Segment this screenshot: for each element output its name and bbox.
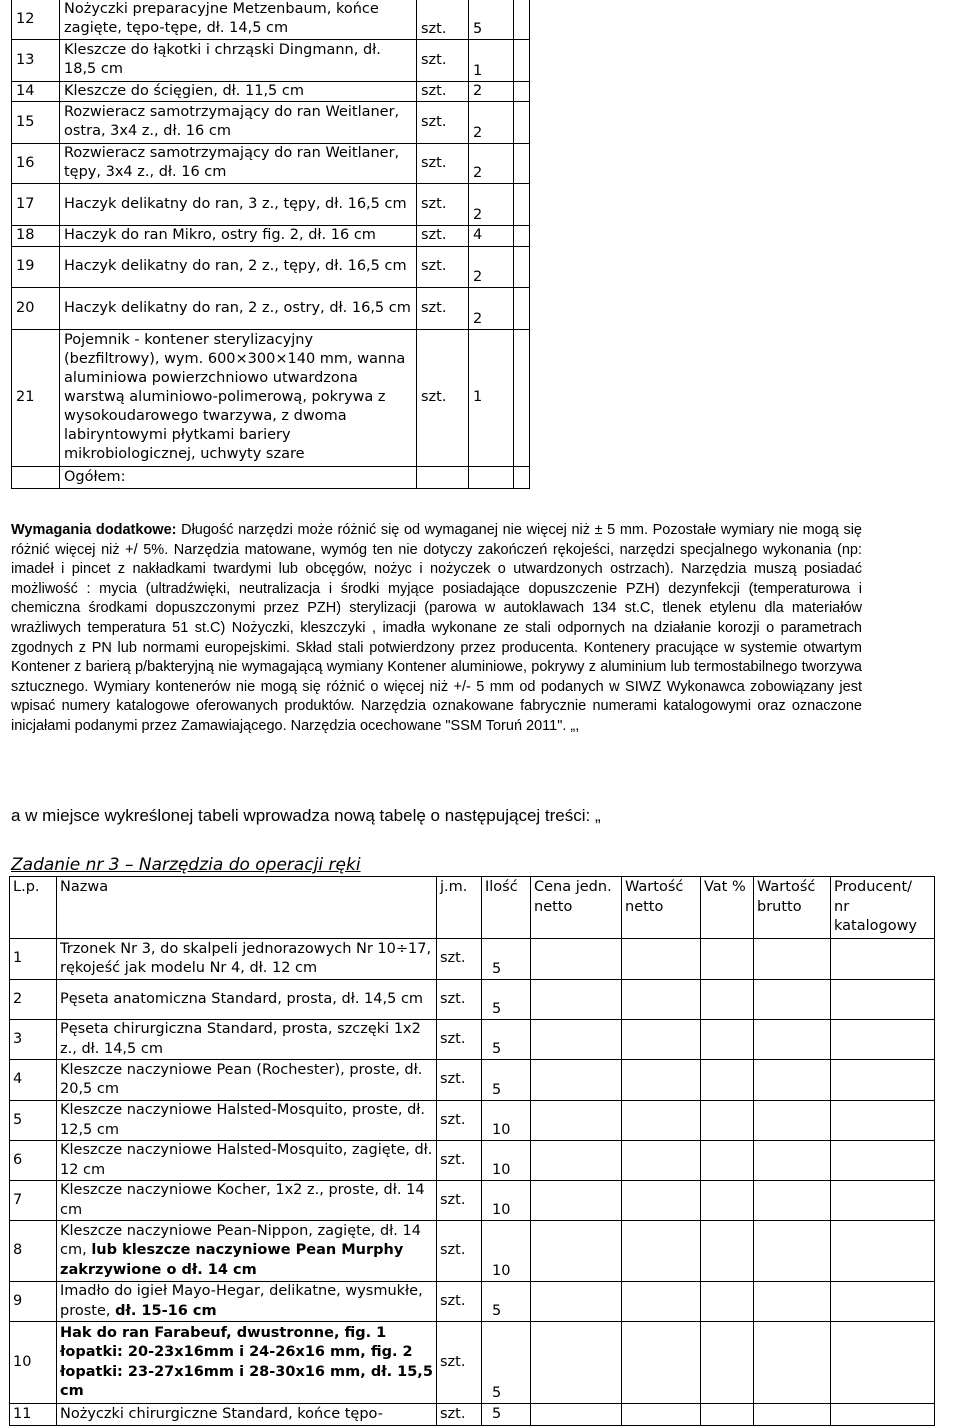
row-extra [514, 0, 530, 39]
row-lp: 9 [10, 1282, 57, 1322]
row-name: Kleszcze naczyniowe Halsted-Mosquito, proste, dł. 12,5 cm [57, 1101, 437, 1141]
row-name: Rozwieracz samotrzymający do ran Weitlaner, tępy, 3x4 z., dł. 16 cm [60, 143, 417, 183]
row-qty: 10 [482, 1181, 531, 1221]
intro-sentence: a w miejsce wykreślonej tabeli wprowadza nową tabelę o następującej treści: „ [11, 806, 601, 825]
items-table-1 [11, 0, 530, 489]
row-extra [514, 101, 530, 143]
row-lp: 15 [12, 101, 60, 143]
requirements-text: Długość narzędzi może różnić się od wymaganej nie więcej niż ± 5 mm. Pozostałe wymiary nie mogą się różnić więcej niż +/ 5%. Narzędzia matowane, wymóg ten nie dotyczy zakończeń rękojeści, narzędzi specjalnego wykonania (np: imadeł i pincet z nakładkami twardymi lub obcęgów, nożyc i nożyczek o utwardzonych ostrzach). Narzędzia muszą posiadać możliwość : mycia (ultradźwięki, neutralizacja i środki myjące posiadające dopuszczenie PZH) dezynfekcji (temperaturowa i chemiczna środkami dopuszczonymi przez PZH) sterylizacji (parowa w autoklawach 134 st.C, tlenek etylenu dla materiałów wrażliwych temperatura 51 st.C) Nożyczki, kleszczyki , imadła wykonane ze stali odpornych na działanie korozji o parametrach zgodnych z PN lub normami europejskimi. Skład stali potwierdzony przez producenta. Kontenery pracujące w systemie otwartym Kontener z barierą p/bakteryjną nie wymagającą wymiany Kontener aluminiowe, pokrywy z aluminium lub termostabilnego tworzywa sztucznego. Wymiary kontenerów nie mogą się różnić o więcej niż +/- 5 mm od podanych w SIWZ Wykonawca zobowiązany jest wpisać numery katalogowe oferowanych produktów. Narzędzia oznakowane fabrycznie numerami katalogowymi oraz oznaczone inicjałami podanymi przez Zamawiającego. Narzędzia ocechowane "SSM Toruń 2011". „, [11, 522, 863, 734]
table-row [10, 1322, 935, 1404]
row-jm: szt. [437, 1020, 482, 1060]
row-qty: 5 [482, 1060, 531, 1101]
row-name: Haczyk delikatny do ran, 2 z., ostry, dł. 16,5 cm [60, 287, 417, 329]
row-extra [514, 81, 530, 101]
header-lp: L.p. [10, 877, 57, 939]
requirements-heading: Wymagania dodatkowe: [11, 522, 177, 538]
row-qty: 2 [469, 81, 514, 101]
row-qty: 5 [482, 1322, 531, 1404]
table-row [10, 1101, 935, 1141]
row-name: Hak do ran Farabeuf, dwustronne, fig. 1 łopatki: 20-23x16mm i 24-26x16 mm, fig. 2 łopatki: 23-27x16mm i 28-30x16 mm, dł. 15,5 cm [57, 1322, 437, 1404]
row-qty: 10 [482, 1221, 531, 1282]
header-producer: Producent/ nr katalogowy [831, 877, 935, 939]
row-lp: 10 [10, 1322, 57, 1404]
row-jm: szt. [417, 329, 469, 466]
row-jm: szt. [437, 1282, 482, 1322]
table-row [10, 1060, 935, 1101]
items-table-2 [9, 876, 935, 1426]
row-jm: szt. [417, 225, 469, 246]
row-qty: 5 [482, 1404, 531, 1426]
row-extra [514, 225, 530, 246]
row-jm: szt. [437, 1141, 482, 1181]
table-row [12, 0, 530, 39]
row-qty: 1 [469, 329, 514, 466]
row-extra [514, 39, 530, 81]
header-jm: j.m. [437, 877, 482, 939]
row-lp: 6 [10, 1141, 57, 1181]
table-row [12, 246, 530, 287]
table-row [12, 287, 530, 329]
table-row [12, 143, 530, 183]
row-name: Kleszcze naczyniowe Halsted-Mosquito, zagięte, dł. 12 cm [57, 1141, 437, 1181]
total-label: Ogółem: [60, 466, 417, 488]
row-jm: szt. [437, 980, 482, 1020]
table-row [12, 101, 530, 143]
row-jm: szt. [437, 1322, 482, 1404]
row-lp: 14 [12, 81, 60, 101]
row-extra [514, 143, 530, 183]
table-row [12, 81, 530, 101]
row-jm: szt. [417, 0, 469, 39]
header-vat: Vat % [701, 877, 754, 939]
total-qty [469, 466, 514, 488]
row-jm: szt. [417, 81, 469, 101]
row-name [57, 1282, 437, 1322]
table-row [10, 939, 935, 980]
row-qty: 5 [482, 939, 531, 980]
row-qty: 5 [469, 0, 514, 39]
table-row [12, 39, 530, 81]
row-lp: 2 [10, 980, 57, 1020]
row-name: Rozwieracz samotrzymający do ran Weitlaner, ostra, 3x4 z., dł. 16 cm [60, 101, 417, 143]
row-jm: szt. [417, 39, 469, 81]
row-jm: szt. [417, 143, 469, 183]
requirements-paragraph [11, 521, 862, 737]
row-lp: 20 [12, 287, 60, 329]
row-lp: 7 [10, 1181, 57, 1221]
table-row [10, 980, 935, 1020]
row-name-plain: Imadło do igieł Mayo-Hegar, delikatne, wysmukłe, proste, [60, 1283, 423, 1319]
row-qty: 2 [469, 287, 514, 329]
table-row [10, 1020, 935, 1060]
row-name-plain: Kleszcze naczyniowe Pean-Nippon, zagięte, dł. 14 cm, [60, 1222, 421, 1259]
row-jm: szt. [417, 183, 469, 225]
row-jm: szt. [417, 287, 469, 329]
row-name: Nożyczki preparacyjne Metzenbaum, końce zagięte, tępo-tępe, dł. 14,5 cm [60, 0, 417, 39]
row-jm: szt. [437, 939, 482, 980]
row-name: Kleszcze do ścięgien, dł. 11,5 cm [60, 81, 417, 101]
row-name [57, 1221, 437, 1282]
row-jm: szt. [437, 1404, 482, 1426]
table-row [12, 183, 530, 225]
row-qty: 10 [482, 1141, 531, 1181]
row-name: Kleszcze naczyniowe Kocher, 1x2 z., proste, dł. 14 cm [57, 1181, 437, 1221]
row-jm: szt. [437, 1181, 482, 1221]
row-lp: 5 [10, 1101, 57, 1141]
header-value-gross: Wartość brutto [754, 877, 831, 939]
row-lp: 21 [12, 329, 60, 466]
row-qty: 1 [469, 39, 514, 81]
header-qty: Ilość [482, 877, 531, 939]
row-name: Haczyk delikatny do ran, 3 z., tępy, dł. 16,5 cm [60, 183, 417, 225]
row-qty: 10 [482, 1101, 531, 1141]
table-row [10, 1404, 935, 1426]
table-row [10, 1181, 935, 1221]
table-header [10, 877, 935, 939]
row-name: Nożyczki chirurgiczne Standard, końce tępo- [57, 1404, 437, 1426]
table-row [12, 329, 530, 466]
zadanie-title: Zadanie nr 3 – Narzędzia do operacji ręki [11, 855, 361, 875]
table-row-total [12, 466, 530, 488]
row-jm: szt. [437, 1101, 482, 1141]
header-value-net: Wartość netto [622, 877, 701, 939]
row-lp: 13 [12, 39, 60, 81]
row-qty: 2 [469, 246, 514, 287]
row-qty: 2 [469, 183, 514, 225]
header-name: Nazwa [57, 877, 437, 939]
row-jm: szt. [417, 101, 469, 143]
row-qty: 5 [482, 1020, 531, 1060]
total-extra [514, 466, 530, 488]
row-qty: 2 [469, 143, 514, 183]
row-name-bold: lub kleszcze naczyniowe Pean Murphy zakrzywione o dł. 14 cm [60, 1242, 404, 1278]
row-name: Pęseta chirurgiczna Standard, prosta, szczęki 1x2 z., dł. 14,5 cm [57, 1020, 437, 1060]
row-extra [514, 246, 530, 287]
header-price: Cena jedn. netto [531, 877, 622, 939]
row-lp: 16 [12, 143, 60, 183]
row-jm: szt. [417, 246, 469, 287]
row-extra [514, 183, 530, 225]
row-lp: 1 [10, 939, 57, 980]
total-jm [417, 466, 469, 488]
row-name: Pęseta anatomiczna Standard, prosta, dł. 14,5 cm [57, 980, 437, 1020]
table-row [10, 1221, 935, 1282]
row-lp: 11 [10, 1404, 57, 1426]
row-jm: szt. [437, 1221, 482, 1282]
table-row [10, 1282, 935, 1322]
row-lp: 17 [12, 183, 60, 225]
table-row [12, 225, 530, 246]
row-qty: 2 [469, 101, 514, 143]
total-lp [12, 466, 60, 488]
row-lp: 3 [10, 1020, 57, 1060]
row-qty: 4 [469, 225, 514, 246]
row-name: Kleszcze naczyniowe Pean (Rochester), proste, dł. 20,5 cm [57, 1060, 437, 1101]
row-extra [514, 329, 530, 466]
row-lp: 12 [12, 0, 60, 39]
row-name-bold: dł. 15-16 cm [115, 1302, 217, 1319]
row-lp: 18 [12, 225, 60, 246]
row-qty: 5 [482, 980, 531, 1020]
row-name: Haczyk delikatny do ran, 2 z., tępy, dł. 16,5 cm [60, 246, 417, 287]
row-name: Haczyk do ran Mikro, ostry fig. 2, dł. 16 cm [60, 225, 417, 246]
row-name: Trzonek Nr 3, do skalpeli jednorazowych Nr 10÷17, rękojeść jak modelu Nr 4, dł. 12 cm [57, 939, 437, 980]
row-name: Pojemnik - kontener sterylizacyjny (bezfiltrowy), wym. 600×300×140 mm, wanna aluminiowa powierzchniowo utwardzona warstwą aluminiowo-polimerową, pokrywa z wysokoudarowego twarzywa, z dwoma labiryntowymi płytkami bariery mikrobiologicznej, uchwyty szare [60, 329, 417, 466]
row-name: Kleszcze do łąkotki i chrząski Dingmann, dł. 18,5 cm [60, 39, 417, 81]
row-extra [514, 287, 530, 329]
row-lp: 19 [12, 246, 60, 287]
row-jm: szt. [437, 1060, 482, 1101]
row-qty: 5 [482, 1282, 531, 1322]
row-lp: 8 [10, 1221, 57, 1282]
row-lp: 4 [10, 1060, 57, 1101]
table-row [10, 1141, 935, 1181]
